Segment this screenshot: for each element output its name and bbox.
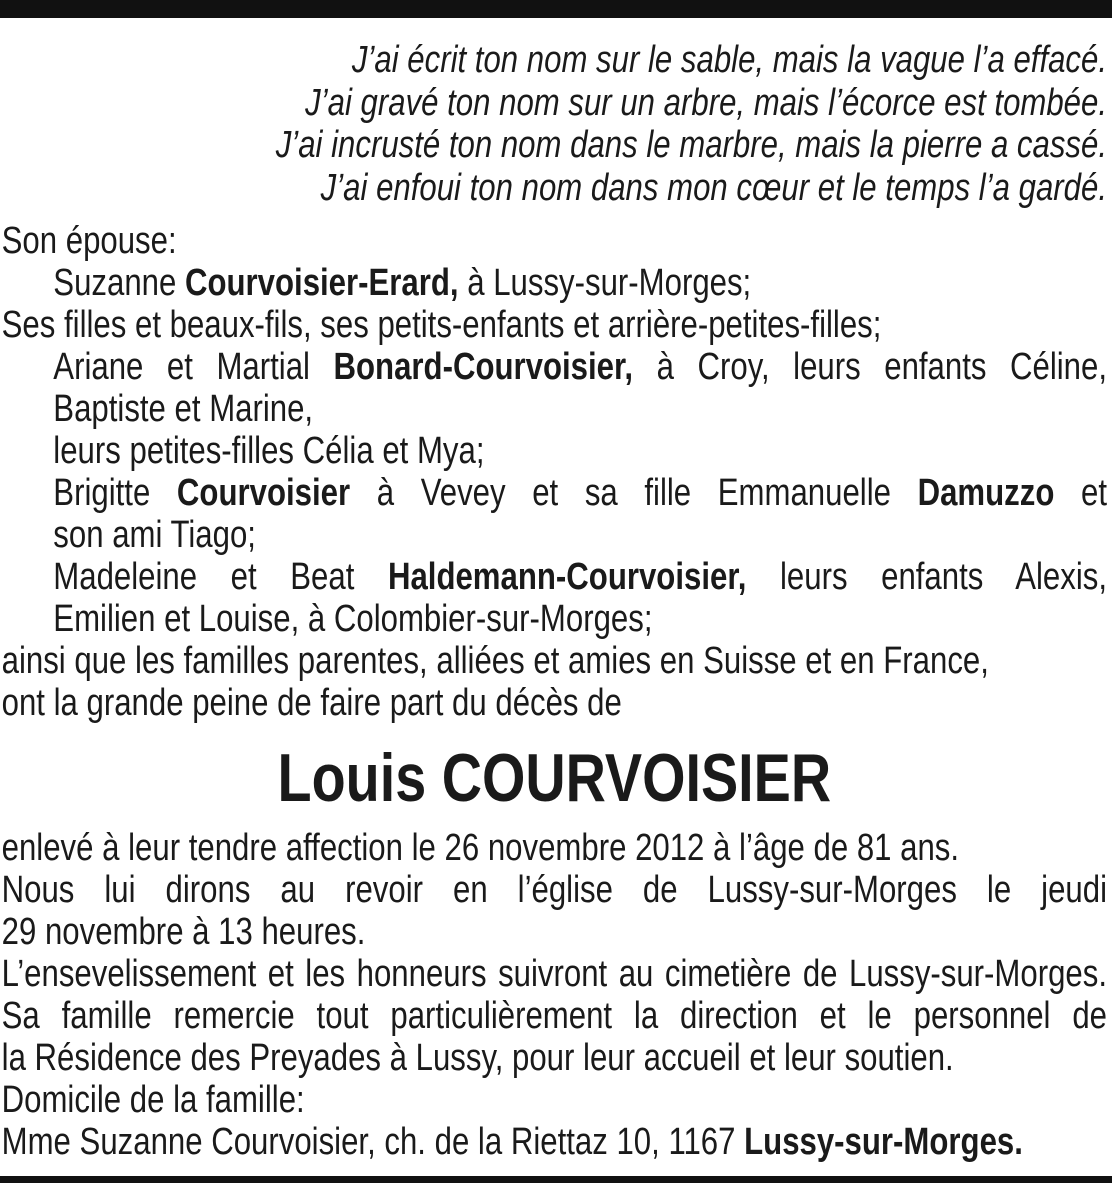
domicile-address: Mme Suzanne Courvoisier, ch. de la Riettaz 10, 1167 [1, 1121, 736, 1163]
family-entry-line [2, 472, 1107, 514]
poem-line: J’ai incrusté ton nom dans le marbre, mais la pierre a cassé. [275, 124, 1108, 166]
partner-surname: Damuzzo [917, 472, 1055, 514]
given-names: Madeleine et Beat [53, 556, 355, 598]
given-names: Ariane et Martial [53, 346, 310, 388]
domicile-line [2, 1121, 1107, 1163]
mourners-list [2, 220, 1107, 724]
family-entry-line [2, 346, 1107, 388]
domicile-heading: Domicile de la famille: [1, 1079, 305, 1121]
entry-details-end: et [1081, 472, 1107, 514]
family-surname: Haldemann-Courvoisier, [387, 556, 747, 598]
family-surname: Bonard-Courvoisier, [333, 346, 634, 388]
family-surname: Courvoisier [176, 472, 351, 514]
announcement-line: ont la grande peine de faire part du décès de [1, 682, 622, 724]
domicile-town: Lussy-sur-Morges. [744, 1121, 1023, 1163]
burial-line: L’ensevelissement et les honneurs suivront au cimetière de Lussy-sur-Morges. [1, 953, 1107, 995]
extended-family-line: ainsi que les familles parentes, alliées et amies en Suisse et en France, [1, 640, 989, 682]
poem [2, 39, 1107, 209]
deceased-name: Louis COURVOISIER [277, 740, 832, 816]
entry-details: leurs enfants Alexis, [779, 556, 1107, 598]
service-line: Nous lui dirons au revoir en l’église de Lussy-sur-Morges le jeudi [1, 869, 1107, 911]
family-entry-line [2, 556, 1107, 598]
thanks-line: Sa famille remercie tout particulièrement la direction et le personnel de [1, 995, 1107, 1037]
service-line: 29 novembre à 13 heures. [1, 911, 366, 953]
spouse-surname: Courvoisier-Erard, [184, 262, 459, 304]
spouse-place: à Lussy-sur-Morges; [467, 262, 752, 304]
entry-details: à Vevey et sa fille Emmanuelle [376, 472, 891, 514]
entry-continuation: Emilien et Louise, à Colombier-sur-Morges; [53, 598, 653, 640]
poem-line: J’ai enfoui ton nom dans mon cœur et le temps l’a gardé. [320, 166, 1107, 209]
spouse-heading: Son épouse: [1, 220, 177, 262]
entry-continuation: son ami Tiago; [53, 514, 256, 556]
thanks-line: la Résidence des Preyades à Lussy, pour leur accueil et leur soutien. [1, 1037, 954, 1079]
children-heading: Ses filles et beaux-fils, ses petits-enfants et arrière-petites-filles; [1, 304, 882, 346]
bottom-rule [0, 1176, 1112, 1183]
death-line: enlevé à leur tendre affection le 26 novembre 2012 à l’âge de 81 ans. [1, 827, 960, 869]
poem-line: J’ai écrit ton nom sur le sable, mais la vague l’a effacé. [351, 39, 1107, 81]
poem-line: J’ai gravé ton nom sur un arbre, mais l’écorce est tombée. [305, 81, 1107, 124]
entry-details: à Croy, leurs enfants Céline, [656, 346, 1107, 388]
notice-details [2, 827, 1107, 1163]
spouse-entry [2, 262, 1107, 304]
spouse-given-name: Suzanne [53, 262, 177, 304]
entry-continuation: Baptiste et Marine, [53, 388, 314, 430]
given-names: Brigitte [53, 472, 151, 514]
grandchildren-line: leurs petites-filles Célia et Mya; [53, 430, 485, 472]
